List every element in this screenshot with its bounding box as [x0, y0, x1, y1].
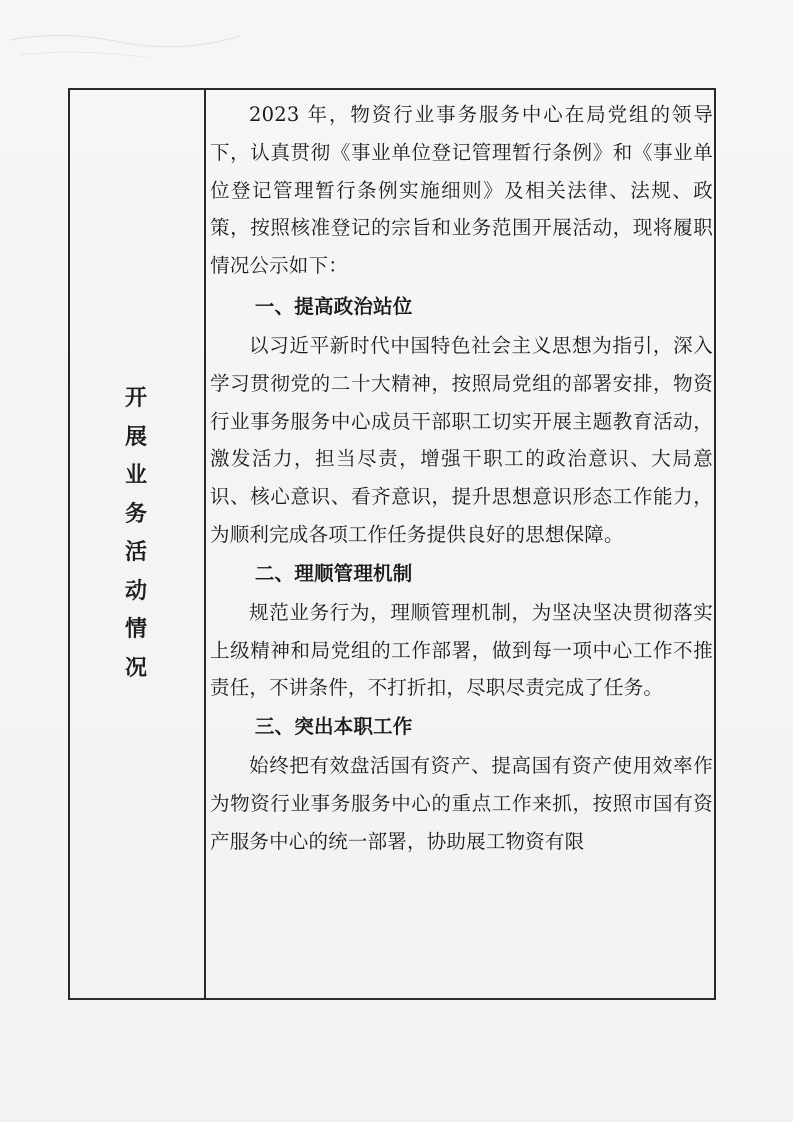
label-char: 开: [124, 386, 147, 411]
section-body-management: 规范业务行为，理顺管理机制，为坚决坚决贯彻落实上级精神和局党组的工作部署，做到每一项中心工作不推责任，不讲条件，不打折扣，尽职尽责完成了任务。: [210, 600, 713, 700]
section-body-political: 以习近平新时代中国特色社会主义思想为指引，深入学习贯彻党的二十大精神，按照局党组的部署安排，物资行业事务服务中心成员干部职工切实开展主题教育活动，激发活力，担当尽责，增强干职工的政治意识、大局意识、核心意识、看齐意识，提升思想意识形态工作能力，为顺利完成各项工作任务提供良好的思想保障。: [210, 333, 713, 546]
label-char: 务: [124, 501, 147, 527]
column-divider: [204, 88, 206, 1000]
label-char: 况: [124, 655, 147, 681]
label-char: 业: [124, 463, 147, 488]
label-char: 动: [124, 578, 147, 604]
content-cell: [210, 96, 713, 861]
row-label-business-activities: [68, 380, 204, 688]
section-body-duty: 始终把有效盘活国有资产、提高国有资产使用效率作为物资行业事务服务中心的重点工作来抓，按照市国有资产服务中心的统一部署，协助展工物资有限: [210, 754, 713, 853]
section-heading-management: 二、理顺管理机制: [254, 561, 413, 585]
intro-paragraph: 2023 年，物资行业事务服务中心在局党组的领导下，认真贯彻《事业单位登记管理暂行条例》和《事业单位登记管理暂行条例实施细则》及相关法律、法规、政策，按照核准登记的宗旨和业务范围开展活动，现将履职情况公示如下：: [210, 103, 713, 278]
label-char: 展: [124, 424, 147, 450]
label-char: 情: [124, 617, 147, 642]
section-heading-political: 一、提高政治站位: [254, 294, 413, 318]
label-char: 活: [124, 540, 147, 565]
section-heading-duty: 三、突出本职工作: [254, 715, 413, 739]
scan-smudge-marks: [0, 0, 300, 80]
